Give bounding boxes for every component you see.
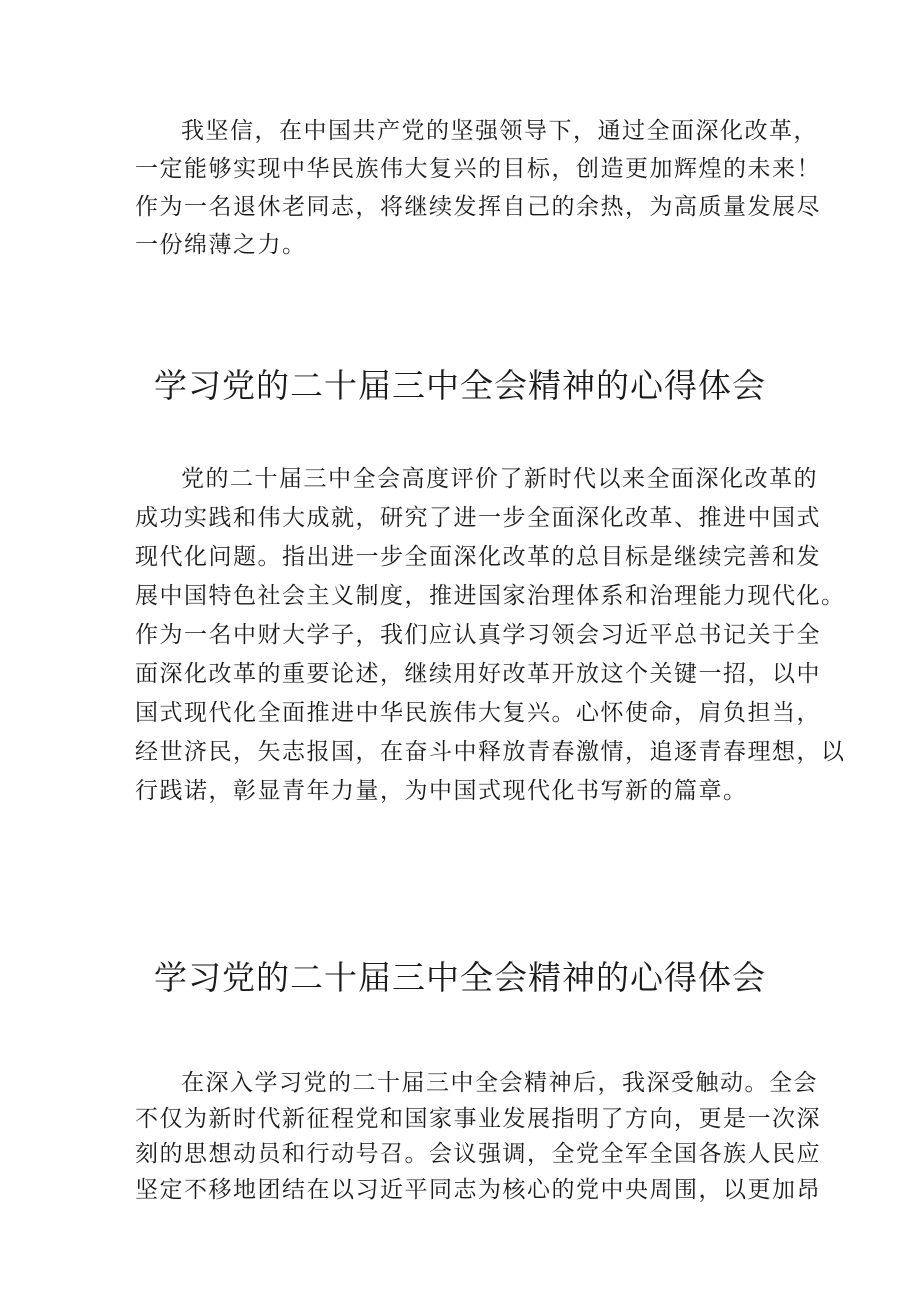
paragraph-line: 国式现代化全面推进中华民族伟大复兴。心怀使命，肩负担当， xyxy=(135,700,821,726)
paragraph-line: 作为一名中财大学子，我们应认真学习领会习近平总书记关于全 xyxy=(135,622,821,648)
paragraph-line: 一份绵薄之力。 xyxy=(135,232,307,258)
section-1-title: 学习党的二十届三中全会精神的心得体会 xyxy=(154,366,766,405)
paragraph-line: 作为一名退休老同志，将继续发挥自己的余热，为高质量发展尽 xyxy=(135,194,821,220)
intro-paragraph xyxy=(135,112,821,264)
paragraph-line: 行践诺，彰显青年力量，为中国式现代化书写新的篇章。 xyxy=(135,778,748,804)
paragraph-line: 一定能够实现中华民族伟大复兴的目标，创造更加辉煌的未来！ xyxy=(135,156,821,182)
paragraph-line: 在深入学习党的二十届三中全会精神后，我深受触动。全会 xyxy=(181,1070,818,1096)
paragraph-line: 刻的思想动员和行动号召。会议强调，全党全军全国各族人民应 xyxy=(135,1141,821,1167)
paragraph-line: 经世济民，矢志报国，在奋斗中释放青春激情，追逐青春理想，以 xyxy=(135,739,846,765)
paragraph-line: 我坚信，在中国共产党的坚强领导下，通过全面深化改革， xyxy=(181,118,818,144)
paragraph-line: 现代化问题。指出进一步全面深化改革的总目标是继续完善和发 xyxy=(135,544,821,570)
paragraph-line: 坚定不移地团结在以习近平同志为核心的党中央周围，以更加昂 xyxy=(135,1176,821,1203)
paragraph-line: 不仅为新时代新征程党和国家事业发展指明了方向，更是一次深 xyxy=(135,1105,821,1132)
paragraph-line: 党的二十届三中全会高度评价了新时代以来全面深化改革的 xyxy=(181,466,818,492)
section-2-title: 学习党的二十届三中全会精神的心得体会 xyxy=(154,958,766,997)
paragraph-line: 面深化改革的重要论述，继续用好改革开放这个关键一招，以中 xyxy=(135,661,821,687)
section-2-paragraph xyxy=(135,1066,821,1208)
paragraph-line: 成功实践和伟大成就，研究了进一步全面深化改革、推进中国式 xyxy=(135,505,821,531)
section-1-paragraph xyxy=(135,460,846,811)
paragraph-line: 展中国特色社会主义制度，推进国家治理体系和治理能力现代化。 xyxy=(135,583,846,609)
